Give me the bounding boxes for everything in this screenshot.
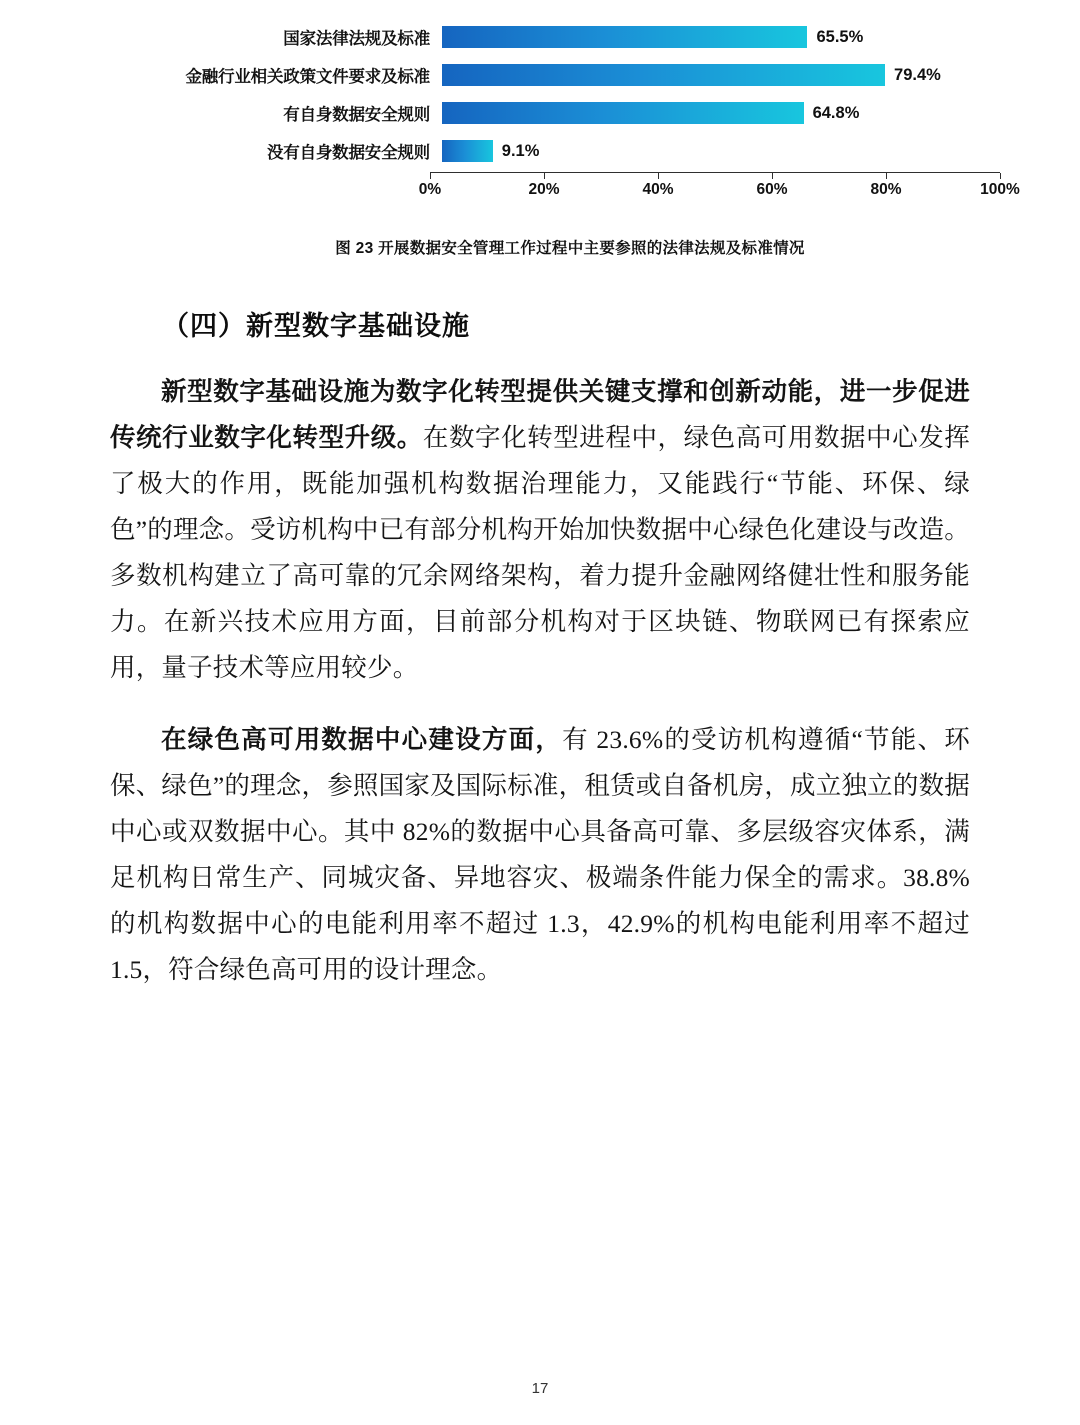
x-axis bbox=[418, 172, 1020, 207]
figure-23 bbox=[140, 18, 1020, 258]
axis-tick bbox=[886, 173, 887, 179]
chart-row bbox=[140, 18, 1000, 56]
category-label: 没有自身数据安全规则 bbox=[266, 144, 430, 162]
x-axis-wrapper bbox=[140, 172, 1020, 207]
axis-tick bbox=[772, 173, 773, 179]
section-heading: （四）新型数字基础设施 bbox=[162, 311, 470, 341]
axis-tick-label: 0% bbox=[418, 181, 442, 198]
document-page bbox=[0, 18, 1080, 1425]
bar bbox=[442, 140, 493, 162]
chart-row bbox=[140, 132, 1000, 170]
bar bbox=[442, 26, 807, 48]
category-label: 有自身数据安全规则 bbox=[283, 106, 430, 124]
paragraph-2 bbox=[110, 717, 970, 993]
bar-value-label: 9.1% bbox=[501, 141, 540, 160]
chart-row bbox=[140, 56, 1000, 94]
chart-rows bbox=[140, 18, 1000, 170]
page-number: 17 bbox=[531, 1380, 549, 1397]
axis-tick bbox=[1000, 173, 1001, 179]
axis-tick-label: 20% bbox=[528, 181, 560, 198]
axis-tick-label: 60% bbox=[756, 181, 788, 198]
figure-caption: 图 23 开展数据安全管理工作过程中主要参照的法律法规及标准情况 bbox=[335, 240, 805, 257]
chart-row bbox=[140, 94, 1000, 132]
axis-tick-label: 100% bbox=[980, 181, 1020, 198]
axis-tick bbox=[544, 173, 545, 179]
bar-chart bbox=[140, 18, 1020, 218]
paragraph-1-text: 在数字化转型进程中，绿色高可用数据中心发挥了极大的作用，既能加强机构数据治理能力，又能践行“节能、环保、绿色”的理念。受访机构中已有部分机构开始加快数据中心绿色化建设与改造。多数机构建立了高可靠的冗余网络架构，着力提升金融网络健壮性和服务能力。在新兴技术应用方面，目前部分机构对于区块链、物联网已有探索应用，量子技术等应用较少。 bbox=[110, 423, 971, 682]
category-label: 国家法律法规及标准 bbox=[283, 30, 430, 48]
axis-tick bbox=[430, 173, 431, 179]
paragraph-1 bbox=[110, 369, 970, 691]
axis-tick bbox=[658, 173, 659, 179]
bar-area bbox=[442, 18, 1000, 56]
bar-value-label: 79.4% bbox=[894, 65, 941, 84]
bar-area bbox=[442, 94, 1000, 132]
paragraph-2-text: 有 23.6%的受访机构遵循“节能、环保、绿色”的理念，参照国家及国际标准，租赁或自备机房，成立独立的数据中心或双数据中心。其中 82%的数据中心具备高可靠、多层级容灾体系，满足机构日常生产、同城灾备、异地容灾、极端条件能力保全的需求。38.8%的机构数据中心的电能利用率不超过 1.3，42.9%的机构电能利用率不超过 1.5，符合绿色高可用的设计理念。 bbox=[110, 725, 970, 984]
bar-area bbox=[442, 56, 1000, 94]
bar bbox=[442, 102, 804, 124]
axis-spacer bbox=[140, 172, 430, 207]
bar-value-label: 64.8% bbox=[812, 103, 860, 122]
paragraph-2-bold: 在绿色高可用数据中心建设方面， bbox=[161, 725, 563, 754]
paragraph-1-bold: 新型数字基础设施为数字化转型提供关键支撑和创新动能，进一步促进传统行业数字化转型升级。 bbox=[110, 377, 970, 452]
axis-tick-label: 40% bbox=[642, 181, 674, 198]
bar bbox=[442, 64, 885, 86]
category-label: 金融行业相关政策文件要求及标准 bbox=[185, 68, 430, 86]
bar-area bbox=[442, 132, 1000, 170]
bar-value-label: 65.5% bbox=[816, 27, 864, 46]
axis-tick-label: 80% bbox=[870, 181, 902, 198]
